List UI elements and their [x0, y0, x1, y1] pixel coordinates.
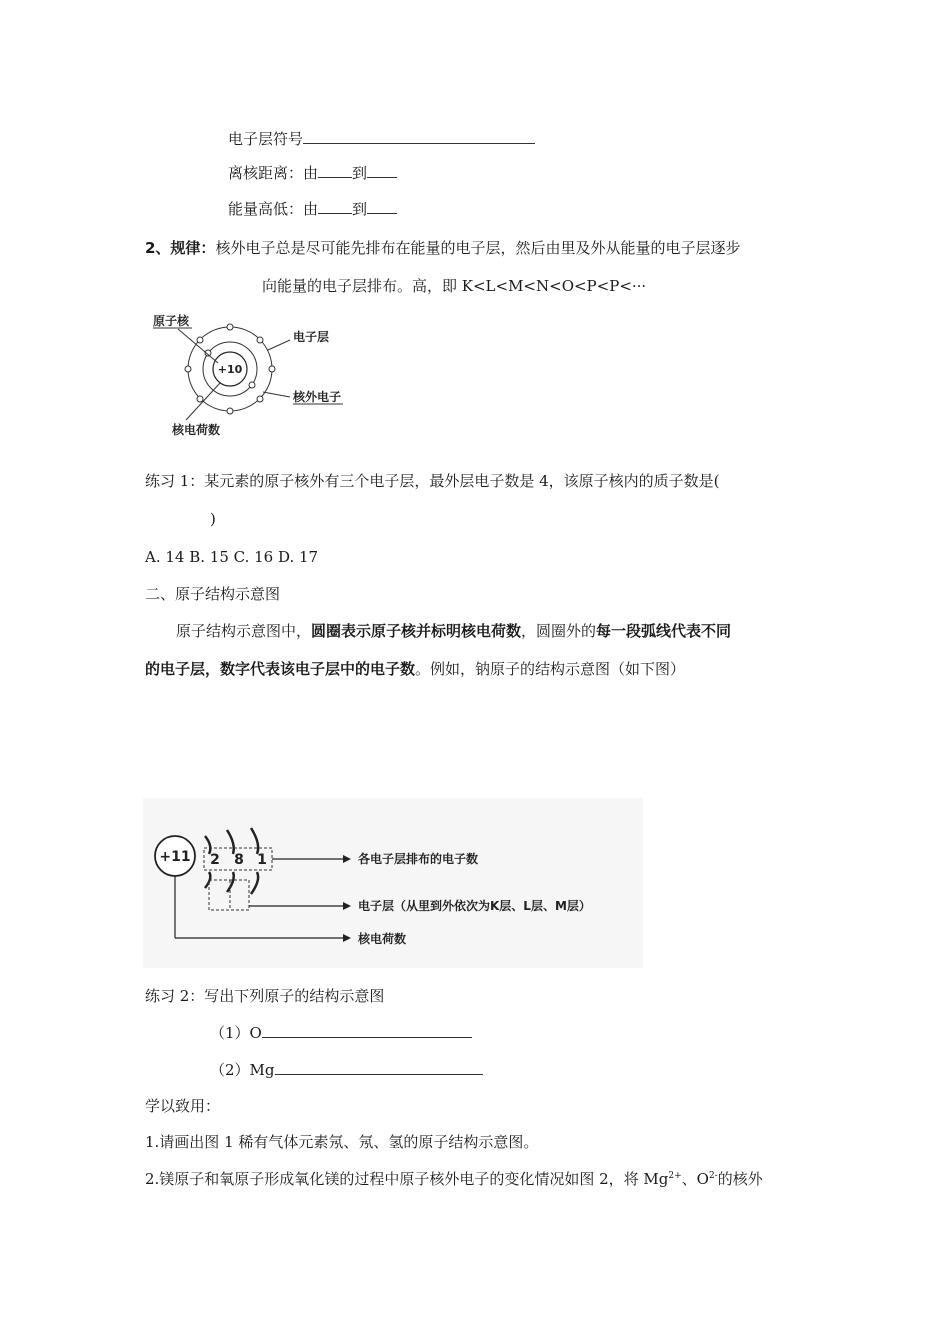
question-1: 1.请画出图 1 稀有气体元素氖、氖、氢的原子结构示意图。	[145, 1133, 539, 1151]
electron	[227, 324, 233, 330]
exercise-1: 练习 1：某元素的原子核外有三个电子层，最外层电子数是 4，该原子核内的质子数是(	[145, 472, 720, 490]
exercise-1-paren: )	[210, 510, 216, 528]
blank-underline	[303, 129, 535, 144]
electron	[257, 337, 263, 343]
nucleus-charge-text: +11	[159, 849, 191, 865]
energy-label: 能量高低：由	[228, 200, 319, 218]
nucleus-label: 原子核	[153, 314, 190, 328]
shell-label: 电子层	[293, 330, 330, 344]
charge-label: 核电荷数	[358, 932, 407, 946]
question-2: 2.镁原子和氧原子形成氧化镁的过程中原子核外电子的变化情况如图 2，将 $Mg^{2+}$、$O^{2-}$的核外	[145, 1170, 763, 1188]
electron	[197, 337, 203, 343]
exercise-1-options: A. 14 B. 15 C. 16 D. 17	[145, 548, 319, 566]
shell-pointer	[268, 340, 290, 350]
charge-pointer	[186, 383, 220, 420]
shell-symbol-line	[228, 128, 535, 150]
paragraph-line-2: 的电子层，数字代表该电子层中的电子数。例如，钠原子的结构示意图（如下图）	[145, 660, 686, 678]
nucleus-pointer	[178, 329, 218, 363]
rule-text: 核外电子总是尽可能先排布在能量的电子层，然后由里及外从能量的电子层逐步	[215, 239, 741, 257]
shell-count-l: 8	[234, 852, 244, 868]
blank-underline	[275, 1060, 483, 1075]
shell-count-m: 1	[257, 852, 267, 868]
blank-underline	[318, 163, 352, 178]
energy-line	[228, 198, 397, 220]
atom-shell-figure	[140, 305, 380, 445]
electron-pointer	[263, 392, 290, 397]
exercise-2-item-1: （1）O	[210, 1022, 472, 1044]
blank-underline	[367, 163, 397, 178]
distance-line	[228, 162, 397, 184]
nucleus-charge-text: +10	[217, 363, 243, 376]
rule-heading: 2、规律：	[145, 239, 216, 257]
layer-label: 电子层（从里到外依次为K层、L层、M层）	[358, 899, 591, 913]
electron-label: 核外电子	[293, 390, 342, 404]
electron	[197, 396, 203, 402]
blank-underline	[367, 199, 397, 214]
distance-to: 到	[352, 164, 368, 182]
rule-line	[145, 237, 740, 259]
sodium-structure-figure	[143, 798, 643, 968]
apply-heading: 学以致用：	[145, 1097, 221, 1115]
electron	[257, 396, 263, 402]
charge-label: 核电荷数	[172, 423, 221, 437]
energy-to: 到	[352, 200, 368, 218]
electron	[227, 408, 233, 414]
electron	[249, 382, 255, 388]
exercise-2-item-2: （2）Mg	[210, 1059, 483, 1081]
electron-count-label: 各电子层排布的电子数	[358, 852, 479, 866]
rule-continuation: 向能量的电子层排布。高，即 K<L<M<N<O<P<P<···	[262, 277, 647, 295]
distance-label: 离核距离：由	[228, 164, 319, 182]
paragraph-line-1: 原子结构示意图中，圆圈表示原子核并标明核电荷数，圆圈外的每一段弧线代表不同	[176, 622, 732, 640]
blank-underline	[318, 199, 352, 214]
exercise-2: 练习 2：写出下列原子的结构示意图	[145, 987, 385, 1005]
blank-underline	[262, 1023, 472, 1038]
electron	[185, 366, 191, 372]
electron	[269, 366, 275, 372]
section-2-heading: 二、原子结构示意图	[145, 585, 281, 603]
shell-symbol-label: 电子层符号	[228, 130, 304, 148]
shell-count-k: 2	[210, 852, 220, 868]
